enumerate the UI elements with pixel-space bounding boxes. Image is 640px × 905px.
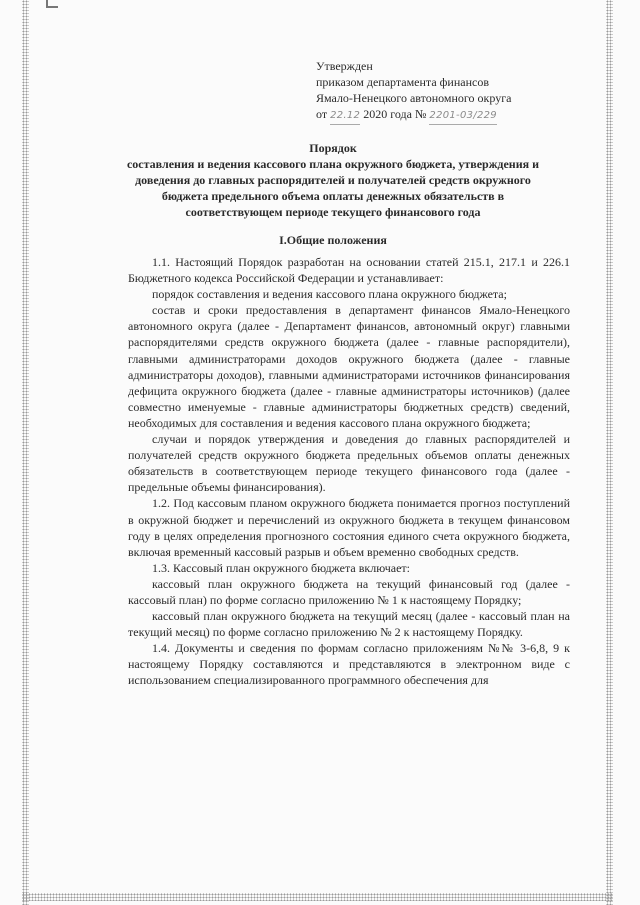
approval-date-prefix: от (316, 107, 328, 121)
scan-corner-mark (46, 0, 58, 8)
title-line-4: бюджета предельного объема оплаты денежных обязательств в (161, 189, 505, 203)
paragraph: кассовый план окружного бюджета на текущий месяц (далее - кассовый план на текущий месяц) по форме согласно приложению № 2 к настоящему Порядку. (128, 609, 570, 640)
title-line-2: составления и ведения кассового плана окружного бюджета, утверждения и (126, 157, 540, 171)
paragraph: 1.2. Под кассовым планом окружного бюджета понимается прогноз поступлений в окружной бюджет и перечислений из окружного бюджета в текущем финансовом году в целях определения прогнозного состояния единого счета окружного бюджета, включая временный кассовый разрыв и объем временно свободных средств. (128, 496, 570, 559)
approval-stamp (316, 58, 576, 125)
paragraph: порядок составления и ведения кассового плана окружного бюджета; (152, 287, 507, 302)
approval-line-1: Утвержден (316, 59, 373, 73)
scan-border-right (606, 0, 613, 905)
paragraph: 1.1. Настоящий Порядок разработан на основании статей 215.1, 217.1 и 226.1 Бюджетного кодекса Российской Федерации и устанавливает: (128, 255, 570, 286)
document-title (118, 140, 548, 220)
approval-date-year: 2020 года № (363, 107, 427, 121)
approval-date-line (316, 106, 576, 125)
approval-line-3: Ямало-Ненецкого автономного округа (316, 91, 512, 105)
body-text (128, 254, 570, 689)
title-line-1: Порядок (309, 141, 357, 155)
title-line-3: доведения до главных распорядителей и получателей средств окружного (135, 173, 531, 187)
paragraph: случаи и порядок утверждения и доведения до главных распорядителей и получателей средств окружного бюджета предельных объемов оплаты денежных обязательств в соответствующем периоде текущего финансового года (далее - предельные объемы финансирования). (128, 432, 570, 495)
paragraph: кассовый план окружного бюджета на текущий финансовый год (далее - кассовый план) по форме согласно приложению № 1 к настоящему Порядку; (128, 576, 570, 607)
approval-order-number: 2201-03/229 (429, 108, 497, 125)
title-line-5: соответствующем периоде текущего финансового года (185, 205, 481, 219)
scan-border-left (22, 0, 29, 905)
scan-border-bottom (22, 893, 613, 901)
paragraph: 1.4. Документы и сведения по формам согласно приложениям №№ 3-6,8, 9 к настоящему Порядку составляются и представляются в электронном виде с использованием специализированного программного обеспечения для (128, 641, 570, 688)
paragraph: 1.3. Кассовый план окружного бюджета включает: (152, 560, 410, 575)
paragraph: состав и сроки предоставления в департамент финансов Ямало-Ненецкого автономного округа (далее - Департамент финансов, автономный округ) главными распорядителями средств окружного бюджета (далее - главные распорядители), главными администраторами доходов окружного бюджета (далее - главные администраторы доходов), главными администраторами источников финансирования дефицита окружного бюджета (далее - главные администраторы источников) (далее совместно именуемые - главные администраторы бюджетных средств) сведений, необходимых для составления и ведения кассового плана окружного бюджета; (128, 303, 570, 430)
approval-date-day: 22.12 (330, 108, 360, 125)
section-heading: I.Общие положения (279, 233, 387, 247)
approval-line-2: приказом департамента финансов (316, 75, 490, 89)
